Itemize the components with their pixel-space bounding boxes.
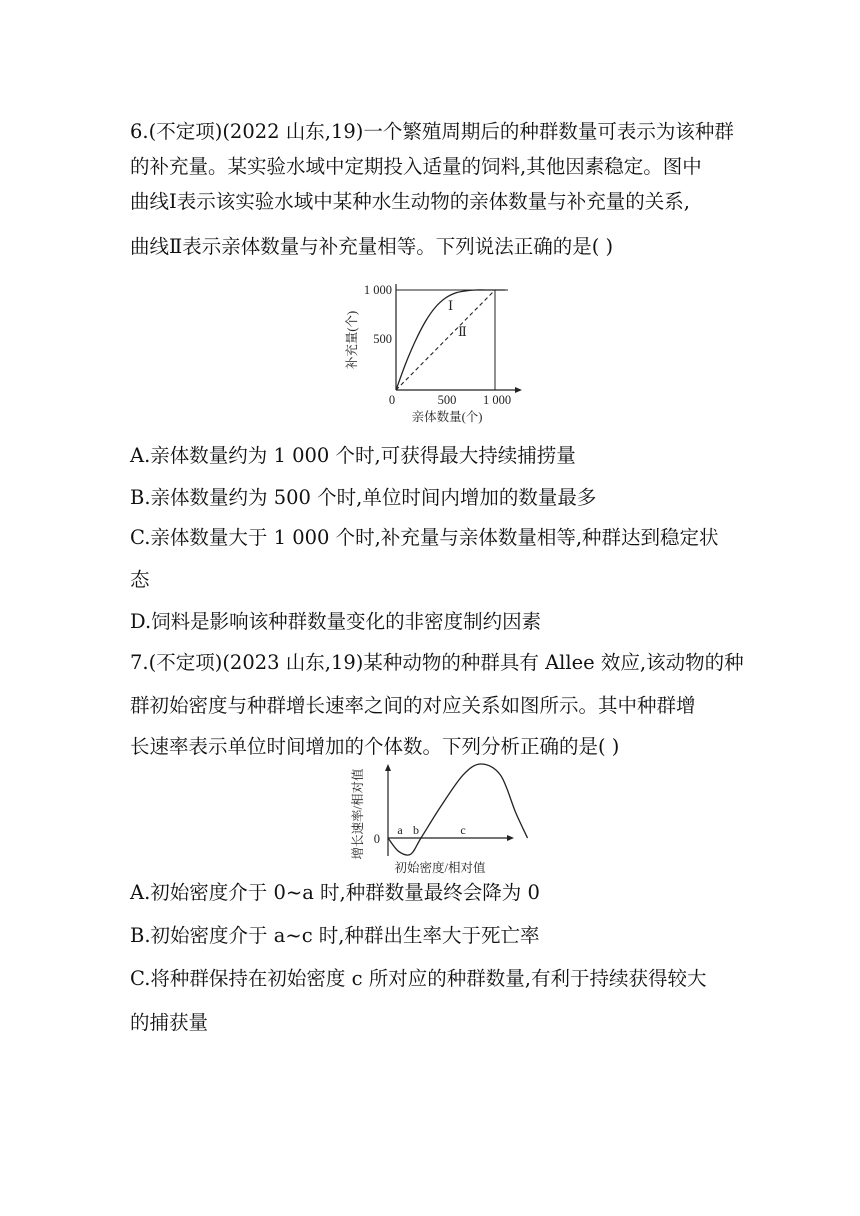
x-axis-arrow — [507, 835, 514, 841]
x-tick-0: 0 — [388, 393, 396, 407]
q6-option-a: A.亲体数量约为 1 000 个时,可获得最大持续捕捞量 — [130, 444, 576, 467]
x-axis-label: 初始密度/相对值 — [394, 861, 486, 875]
q7-option-c: C.将种群保持在初始密度 c 所对应的种群数量,有利于持续获得较大 — [130, 967, 707, 990]
curve-I-label: Ⅰ — [448, 298, 454, 313]
q6-line-4: 曲线Ⅱ表示亲体数量与补充量相等。下列说法正确的是( ) — [130, 235, 614, 258]
q6-line-1: 6.(不定项)(2022 山东,19)一个繁殖周期后的种群数量可表示为该种群 — [130, 120, 734, 143]
q7-line-3: 长速率表示单位时间增加的个体数。下列分析正确的是( ) — [130, 735, 620, 758]
x-tick-500: 500 — [437, 393, 457, 407]
q6-line-3: 曲线Ⅰ表示该实验水域中某种水生动物的亲体数量与补充量的关系, — [130, 190, 690, 213]
q7-option-b: B.初始密度介于 a~c 时,种群出生率大于死亡率 — [130, 924, 540, 947]
origin-label: 0 — [373, 832, 380, 846]
q6-line-2: 的补充量。某实验水域中定期投入适量的饲料,其他因素稳定。图中 — [130, 155, 702, 178]
q7-option-c-cont: 的捕获量 — [130, 1011, 209, 1034]
q6-option-c-cont: 态 — [130, 568, 150, 591]
allee-chart — [340, 758, 530, 883]
y-axis-label: 增长速率/相对值 — [351, 768, 365, 860]
q7-line-2: 群初始密度与种群增长速率之间的对应关系如图所示。其中种群增 — [130, 694, 696, 717]
y-tick-1000: 1 000 — [363, 283, 392, 297]
recruitment-chart — [330, 276, 530, 431]
curve-II-label: Ⅱ — [458, 324, 467, 339]
q6-option-b: B.亲体数量约为 500 个时,单位时间内增加的数量最多 — [130, 486, 597, 509]
growth-rate-curve — [388, 764, 528, 855]
q7-option-a: A.初始密度介于 0~a 时,种群数量最终会降为 0 — [130, 881, 540, 904]
point-c-label: c — [460, 823, 466, 837]
y-axis-label: 补充量(个) — [345, 310, 359, 370]
y-axis-arrow — [385, 764, 391, 771]
q6-option-c: C.亲体数量大于 1 000 个时,补充量与亲体数量相等,种群达到稳定状 — [130, 526, 719, 549]
x-axis-label: 亲体数量(个) — [411, 410, 483, 424]
q6-option-d: D.饲料是影响该种群数量变化的非密度制约因素 — [130, 610, 542, 633]
q7-line-1: 7.(不定项)(2023 山东,19)某种动物的种群具有 Allee 效应,该动物的种 — [130, 651, 744, 674]
point-b-label: b — [413, 823, 419, 837]
y-tick-500: 500 — [373, 332, 392, 346]
x-tick-1000: 1 000 — [482, 393, 512, 407]
curve-II — [396, 290, 495, 390]
point-a-label: a — [397, 823, 403, 837]
x-axis-arrow — [515, 387, 522, 393]
